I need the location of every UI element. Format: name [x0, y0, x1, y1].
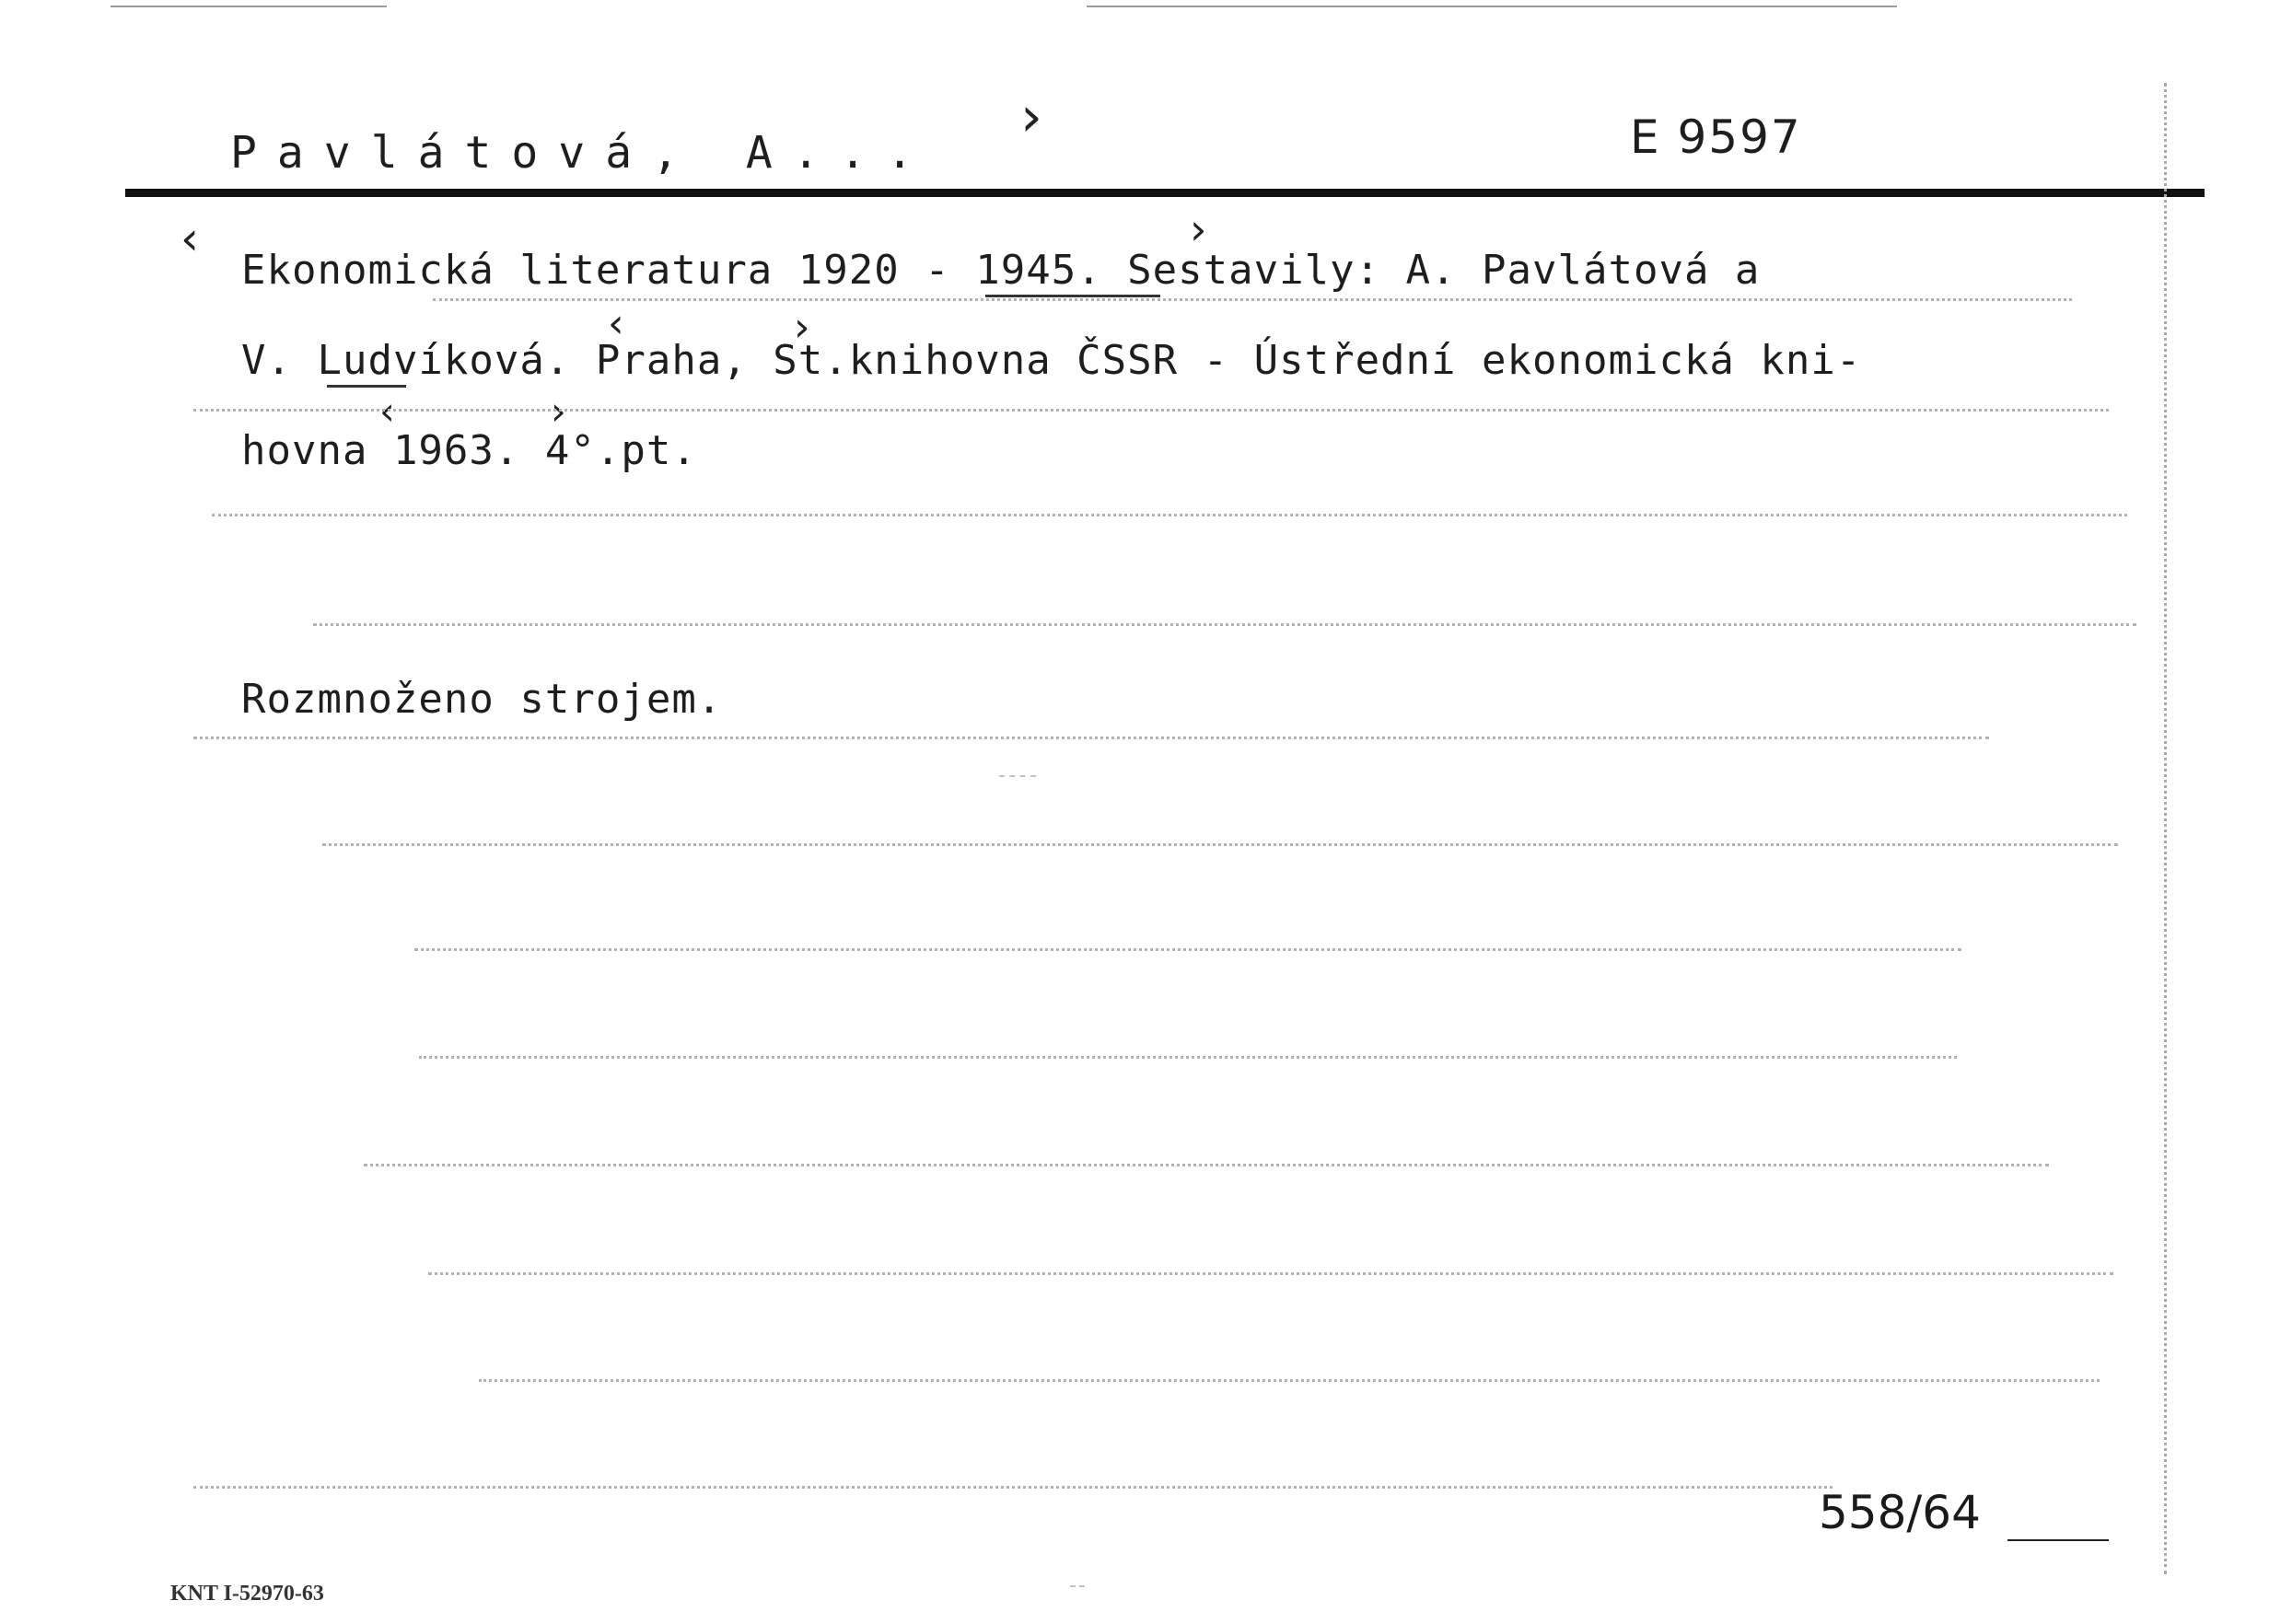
entry-line: V. Ludvíková. Praha, St.knihovna ČSSR - Ústřední ekonomická kni- — [241, 337, 1862, 384]
ruled-line — [212, 514, 2127, 516]
ruled-line — [193, 737, 1989, 739]
correction-mark: ‹ — [379, 389, 395, 434]
correction-mark: › — [794, 304, 810, 351]
ruled-line — [364, 1164, 2049, 1166]
top-rule-left — [111, 6, 387, 7]
ruled-line — [193, 409, 2109, 412]
entry-underline — [327, 385, 406, 388]
entry-line: hovna 1963. 4°.pt. — [241, 427, 697, 474]
shelf-number: 558/64 — [1819, 1486, 1981, 1539]
entry-underline — [985, 295, 1160, 297]
shelf-underline — [2007, 1539, 2109, 1541]
author-heading: Pavlátová, A... — [230, 127, 934, 179]
note: Rozmnoženo strojem. — [241, 676, 723, 723]
correction-mark: ‹ — [608, 300, 624, 347]
ruled-line — [428, 1272, 2113, 1275]
correction-mark: › — [1020, 85, 1042, 149]
printer-code: KNT I-52970-63 — [170, 1582, 324, 1606]
ruled-line — [313, 623, 2136, 626]
ruled-line — [999, 775, 1036, 777]
correction-mark: › — [1190, 204, 1207, 254]
call-number: E 9597 — [1630, 110, 1802, 164]
ruled-line — [1070, 1585, 1085, 1587]
ruled-line — [479, 1379, 2100, 1382]
correction-mark: ‹ — [180, 212, 199, 265]
heading-rule — [125, 189, 2205, 197]
correction-mark: › — [551, 389, 566, 434]
top-rule-right — [1087, 6, 1897, 7]
ruled-line — [433, 298, 2072, 301]
entry-line: Ekonomická literatura 1920 - 1945. Sestavily: A. Pavlátová a — [241, 247, 1761, 294]
ruled-line — [322, 843, 2118, 846]
ruled-line — [193, 1486, 1833, 1489]
ruled-line — [419, 1056, 1957, 1059]
card-edge — [2164, 83, 2167, 1574]
ruled-line — [414, 948, 1961, 951]
